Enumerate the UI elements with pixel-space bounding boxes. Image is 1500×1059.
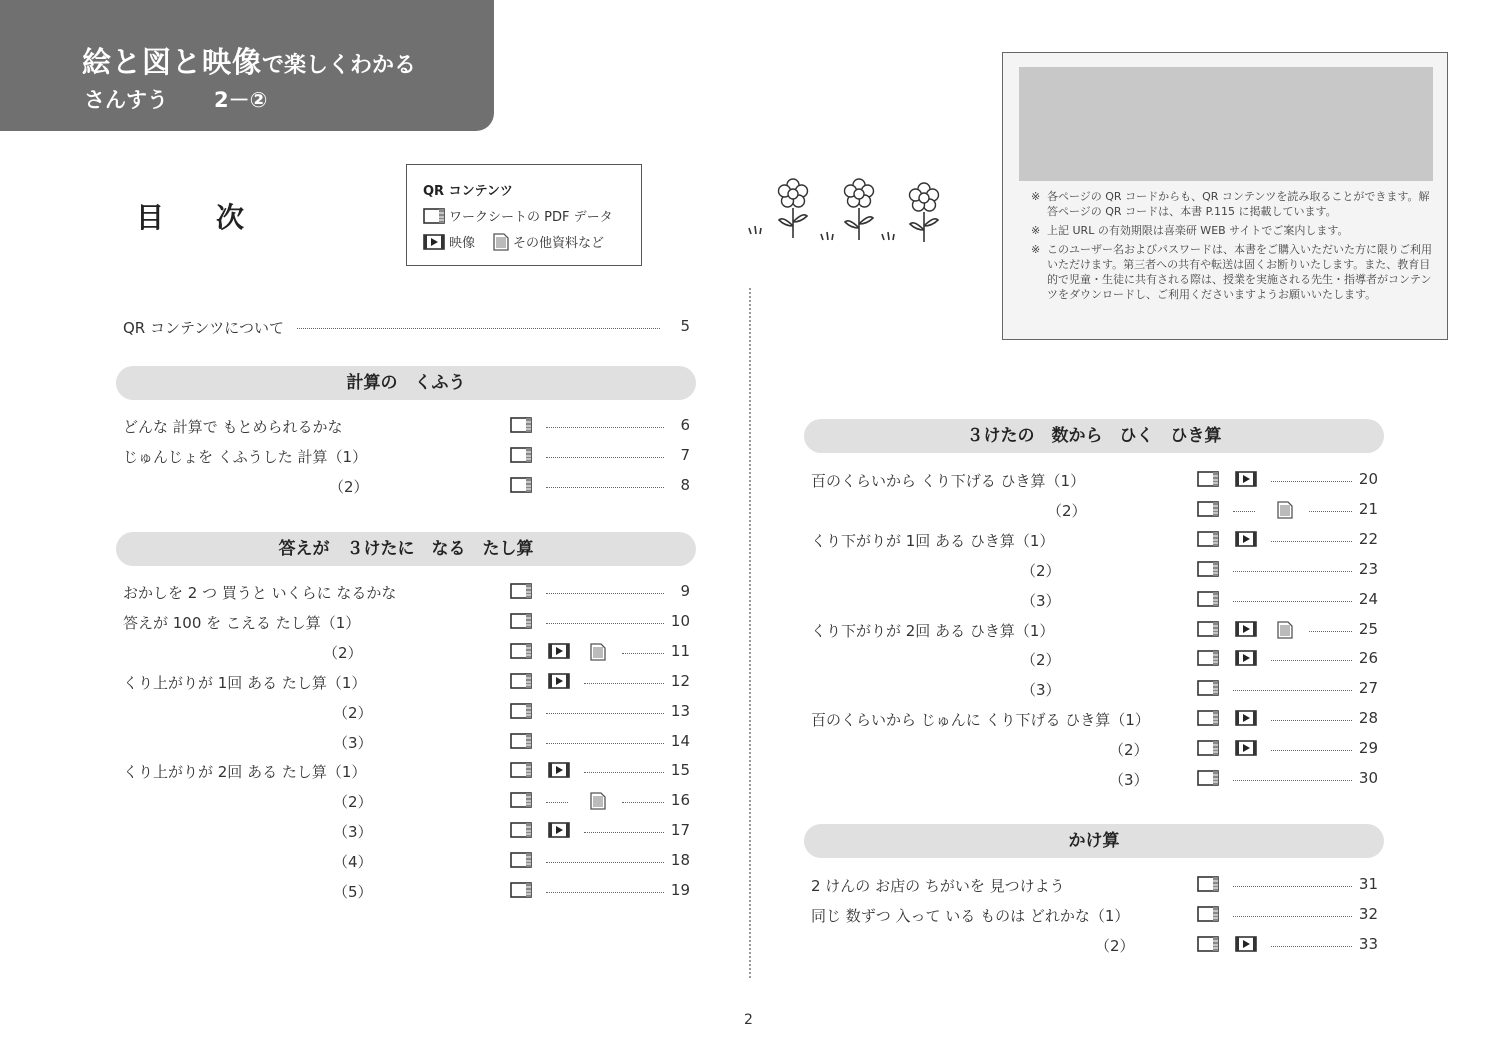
page-title-char-2: 次 <box>216 201 245 234</box>
entry-label: 2 けんの お店の ちがいを 見つけよう <box>811 877 1065 895</box>
entry-page: 14 <box>670 732 690 750</box>
worksheet-icon[interactable] <box>510 762 532 782</box>
legend-worksheet-label: ワークシートの PDF データ <box>449 210 613 225</box>
entry-page: 17 <box>670 821 690 839</box>
section-header: かけ算 <box>804 824 1384 858</box>
leader-dots <box>546 862 664 863</box>
entry-label: おかしを 2 つ 買うと いくらに なるかな <box>123 584 397 602</box>
entry-label: （2） <box>329 478 369 496</box>
toc-entry[interactable] <box>123 851 690 871</box>
worksheet-icon[interactable] <box>510 703 532 723</box>
toc-entry[interactable] <box>123 476 690 496</box>
video-icon[interactable] <box>548 673 570 693</box>
document-icon[interactable] <box>590 643 606 665</box>
leader-dots <box>1271 720 1352 721</box>
entry-page: 29 <box>1358 739 1378 757</box>
entry-page: 24 <box>1358 590 1378 608</box>
document-icon <box>493 233 509 251</box>
worksheet-icon[interactable] <box>510 417 532 437</box>
entry-page: 11 <box>670 642 690 660</box>
entry-page: 8 <box>680 476 690 494</box>
worksheet-icon[interactable] <box>510 613 532 633</box>
entry-page: 18 <box>670 851 690 869</box>
leader-dots <box>1309 631 1352 632</box>
toc-entry[interactable] <box>123 612 690 632</box>
entry-page: 10 <box>670 612 690 630</box>
book-title-tail: で楽しくわかる <box>262 53 417 78</box>
leader-dots <box>546 457 664 458</box>
worksheet-icon[interactable] <box>510 882 532 902</box>
notice-notes <box>1031 189 1433 306</box>
entry-label: （2） <box>333 793 373 811</box>
entry-label: （4） <box>333 853 373 871</box>
leader-dots <box>1233 886 1352 887</box>
entry-page: 19 <box>670 881 690 899</box>
leader-dots <box>546 593 664 594</box>
worksheet-icon[interactable] <box>510 852 532 872</box>
entry-label: 百のくらいから じゅんに くり下げる ひき算（1） <box>811 711 1150 729</box>
worksheet-icon[interactable] <box>1197 770 1219 790</box>
worksheet-icon[interactable] <box>1197 531 1219 551</box>
worksheet-icon[interactable] <box>510 822 532 842</box>
entry-page: 12 <box>670 672 690 690</box>
worksheet-icon[interactable] <box>1197 471 1219 491</box>
volume-label: 2－② <box>214 88 268 112</box>
toc-entry[interactable] <box>123 791 690 811</box>
entry-label: （2） <box>1021 562 1061 580</box>
toc-entry[interactable] <box>811 590 1378 610</box>
legend-row-worksheet <box>423 206 613 225</box>
video-icon[interactable] <box>548 822 570 842</box>
entry-page: 28 <box>1358 709 1378 727</box>
toc-entry[interactable] <box>123 446 690 466</box>
page-title-char-1: 目 <box>136 201 165 234</box>
worksheet-icon[interactable] <box>1197 561 1219 581</box>
page-divider <box>749 288 751 978</box>
notice-box <box>1002 52 1448 340</box>
note-text: 各ページの QR コードからも、QR コンテンツを読み取ることができます。解答ページの QR コードは、本書 P.115 に掲載しています。 <box>1047 190 1430 218</box>
toc-entry-intro[interactable] <box>123 317 690 337</box>
leader-dots <box>546 802 568 803</box>
entry-label: 答えが 100 を こえる たし算（1） <box>123 614 361 632</box>
legend-other-label: その他資料など <box>513 236 605 251</box>
toc-entry[interactable] <box>811 560 1378 580</box>
leader-dots <box>546 892 664 893</box>
entry-label: （3） <box>333 734 373 752</box>
note-text: 上記 URL の有効期限は喜楽研 WEB サイトでご案内します。 <box>1047 224 1349 237</box>
document-icon[interactable] <box>1277 501 1293 523</box>
worksheet-icon[interactable] <box>1197 906 1219 926</box>
entry-label: くり下がりが 1回 ある ひき算（1） <box>811 532 1055 550</box>
leader-dots <box>1233 601 1352 602</box>
leader-dots <box>546 487 664 488</box>
document-icon[interactable] <box>1277 621 1293 643</box>
toc-entry[interactable] <box>811 470 1378 490</box>
entry-page: 33 <box>1358 935 1378 953</box>
entry-label: くり下がりが 2回 ある ひき算（1） <box>811 622 1055 640</box>
leader-dots <box>546 427 664 428</box>
video-icon[interactable] <box>1235 710 1257 730</box>
toc-entry[interactable] <box>811 875 1378 895</box>
leader-dots <box>622 802 664 803</box>
book-subtitle <box>84 84 267 114</box>
toc-entry[interactable] <box>811 500 1378 520</box>
entry-page: 5 <box>680 317 690 335</box>
leader-dots <box>622 653 664 654</box>
leader-dots <box>1271 750 1352 751</box>
worksheet-icon[interactable] <box>510 792 532 812</box>
entry-label: くり上がりが 1回 ある たし算（1） <box>123 674 367 692</box>
legend-doc <box>493 232 604 251</box>
toc-entry[interactable] <box>123 582 690 602</box>
entry-label: （2） <box>1021 651 1061 669</box>
entry-page: 9 <box>680 582 690 600</box>
entry-page: 6 <box>680 416 690 434</box>
leader-dots <box>1233 916 1352 917</box>
toc-entry[interactable] <box>811 530 1378 550</box>
note-mark: ※ <box>1031 190 1041 203</box>
leader-dots <box>546 623 664 624</box>
legend-row-video-doc <box>423 232 604 251</box>
toc-entry[interactable] <box>811 769 1378 789</box>
leader-dots <box>297 328 660 329</box>
video-icon[interactable] <box>1235 740 1257 760</box>
entry-label: どんな 計算で もとめられるかな <box>123 418 343 436</box>
leader-dots <box>1309 511 1352 512</box>
leader-dots <box>1233 511 1255 512</box>
video-icon[interactable] <box>1235 531 1257 551</box>
entry-label: （3） <box>1021 681 1061 699</box>
toc-entry[interactable] <box>811 739 1378 759</box>
leader-dots <box>584 683 664 684</box>
toc-entry[interactable] <box>811 679 1378 699</box>
entry-page: 15 <box>670 761 690 779</box>
toc-entry[interactable] <box>123 732 690 752</box>
entry-page: 25 <box>1358 620 1378 638</box>
notice-note <box>1031 189 1433 219</box>
video-icon[interactable] <box>1235 471 1257 491</box>
entry-page: 22 <box>1358 530 1378 548</box>
entry-label: くり上がりが 2回 ある たし算（1） <box>123 763 367 781</box>
worksheet-icon[interactable] <box>1197 591 1219 611</box>
section-header: ３けたの 数から ひく ひき算 <box>804 419 1384 453</box>
leader-dots <box>1271 481 1352 482</box>
entry-label: （5） <box>333 883 373 901</box>
worksheet-icon[interactable] <box>1197 680 1219 700</box>
worksheet-icon[interactable] <box>510 583 532 603</box>
legend-title: QR コンテンツ <box>423 184 513 199</box>
section-header: 答えが ３けたに なる たし算 <box>116 532 696 566</box>
toc-entry[interactable] <box>811 620 1378 640</box>
notice-note <box>1031 242 1433 302</box>
toc-entry[interactable] <box>811 935 1378 955</box>
toc-entry[interactable] <box>123 642 690 662</box>
video-icon[interactable] <box>1235 936 1257 956</box>
leader-dots <box>584 772 664 773</box>
worksheet-icon[interactable] <box>1197 740 1219 760</box>
page-title <box>136 196 244 236</box>
entry-label: じゅんじょを くふうした 計算（1） <box>123 448 368 466</box>
qr-legend <box>406 164 642 266</box>
entry-label: （3） <box>333 823 373 841</box>
toc-entry[interactable] <box>811 709 1378 729</box>
video-icon[interactable] <box>1235 650 1257 670</box>
video-icon[interactable] <box>548 643 570 663</box>
book-title <box>82 40 416 81</box>
toc-entry[interactable] <box>123 821 690 841</box>
entry-page: 26 <box>1358 649 1378 667</box>
leader-dots <box>584 832 664 833</box>
worksheet-icon <box>423 208 445 224</box>
leader-dots <box>1233 780 1352 781</box>
entry-label: （2） <box>1047 502 1087 520</box>
entry-page: 27 <box>1358 679 1378 697</box>
worksheet-icon[interactable] <box>1197 650 1219 670</box>
entry-page: 31 <box>1358 875 1378 893</box>
worksheet-icon[interactable] <box>510 733 532 753</box>
toc-entry[interactable] <box>123 881 690 901</box>
worksheet-icon[interactable] <box>510 643 532 663</box>
entry-label: （2） <box>1095 937 1135 955</box>
leader-dots <box>546 743 664 744</box>
entry-page: 16 <box>670 791 690 809</box>
entry-label: QR コンテンツについて <box>123 319 284 337</box>
leader-dots <box>1271 660 1352 661</box>
entry-label: （2） <box>323 644 363 662</box>
video-icon[interactable] <box>548 762 570 782</box>
worksheet-icon[interactable] <box>1197 501 1219 521</box>
entry-label: 同じ 数ずつ 入って いる ものは どれかな（1） <box>811 907 1130 925</box>
note-mark: ※ <box>1031 243 1041 256</box>
toc-entry[interactable] <box>811 905 1378 925</box>
entry-label: （2） <box>1109 741 1149 759</box>
video-icon[interactable] <box>1235 621 1257 641</box>
entry-page: 23 <box>1358 560 1378 578</box>
entry-page: 21 <box>1358 500 1378 518</box>
entry-label: 百のくらいから くり下げる ひき算（1） <box>811 472 1086 490</box>
flower-illustration-icon <box>745 176 945 246</box>
toc-entry[interactable] <box>123 416 690 436</box>
worksheet-icon[interactable] <box>510 477 532 497</box>
entry-page: 7 <box>680 446 690 464</box>
leader-dots <box>546 713 664 714</box>
leader-dots <box>1271 946 1352 947</box>
toc-entry[interactable] <box>123 702 690 722</box>
legend-video-label: 映像 <box>449 236 476 251</box>
video-icon <box>423 234 445 250</box>
worksheet-icon[interactable] <box>510 447 532 467</box>
document-icon[interactable] <box>590 792 606 814</box>
entry-label: （3） <box>1109 771 1149 789</box>
worksheet-icon[interactable] <box>1197 710 1219 730</box>
header-band <box>0 0 494 131</box>
toc-entry[interactable] <box>811 649 1378 669</box>
worksheet-icon[interactable] <box>510 673 532 693</box>
entry-page: 30 <box>1358 769 1378 787</box>
entry-page: 13 <box>670 702 690 720</box>
page-number: 2 <box>744 1012 753 1028</box>
entry-label: （2） <box>333 704 373 722</box>
leader-dots <box>1271 541 1352 542</box>
toc-entry[interactable] <box>123 761 690 781</box>
notice-note <box>1031 223 1433 238</box>
section-header: 計算の くふう <box>116 366 696 400</box>
toc-entry[interactable] <box>123 672 690 692</box>
credentials-placeholder <box>1019 67 1433 181</box>
leader-dots <box>1233 571 1352 572</box>
worksheet-icon[interactable] <box>1197 876 1219 896</box>
entry-page: 32 <box>1358 905 1378 923</box>
worksheet-icon[interactable] <box>1197 621 1219 641</box>
note-text: このユーザー名およびパスワードは、本書をご購入いただいた方に限りご利用いただけます。第三者への共有や転送は固くお断りいたします。また、教育目的で児童・生徒に共有される際は、授業を実施される先生・指導者がコンテンツをダウンロードし、ご利用くださいますようお願いいたします。 <box>1047 243 1432 301</box>
leader-dots <box>1233 690 1352 691</box>
book-title-main: 絵と図と映像 <box>82 45 263 79</box>
entry-label: （3） <box>1021 592 1061 610</box>
entry-page: 20 <box>1358 470 1378 488</box>
worksheet-icon[interactable] <box>1197 936 1219 956</box>
subject-label: さんすう <box>84 88 168 112</box>
note-mark: ※ <box>1031 224 1041 237</box>
